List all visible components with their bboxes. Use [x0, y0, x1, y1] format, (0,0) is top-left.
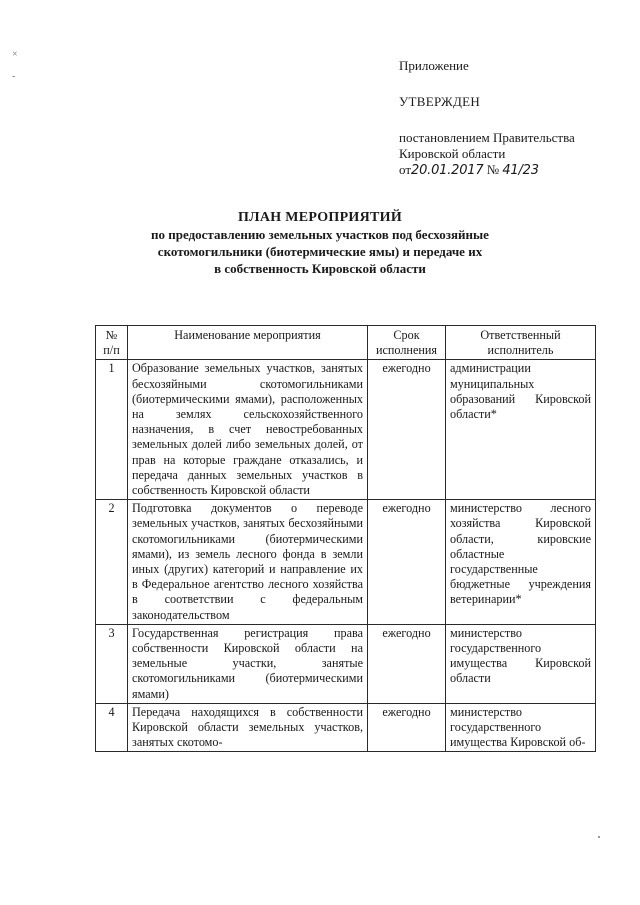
approval-block [399, 58, 629, 179]
table-row [96, 500, 596, 625]
decree-number: 41/23 [502, 163, 539, 178]
row-num: 3 [96, 624, 128, 703]
row-term: ежегодно [368, 624, 446, 703]
row-num: 1 [96, 360, 128, 500]
row-resp: министерство государственного имущества Кировской об- [446, 703, 596, 752]
row-resp: администрации муниципальных образований Кировской области* [446, 360, 596, 500]
decree-region-line: Кировской области [399, 146, 506, 161]
row-term: ежегодно [368, 500, 446, 625]
table-row [96, 624, 596, 703]
table-header-row [96, 326, 596, 360]
row-num: 2 [96, 500, 128, 625]
title-line: в собственность Кировской области [214, 261, 426, 276]
document-title [120, 209, 520, 277]
approved-label: УТВЕРЖДЕН [399, 94, 481, 109]
number-prefix: № [486, 162, 500, 177]
plan-table [95, 325, 596, 752]
date-prefix: от [399, 162, 412, 177]
title-line: скотомогильники (биотермические ямы) и передаче их [157, 244, 483, 259]
table-row [96, 703, 596, 752]
header-term: Срок исполнения [368, 326, 446, 360]
decree-date-line [399, 162, 629, 179]
decree-date: 20.01.2017 [411, 163, 484, 178]
title-line: по предоставлению земельных участков под бесхозяйные [151, 227, 489, 242]
header-num: № п/п [96, 326, 128, 360]
row-name: Подготовка документов о переводе земельных участков, занятых бесхозяйными скотомогильниками (биотермическими ямами), из земель лесного фонда в земли иных (других) категорий и направление их в Федеральное агентство лесного хозяйства в соответствии с федеральным законодательством [128, 500, 368, 625]
scan-speck [598, 836, 600, 838]
decree-line: постановлением Правительства [399, 130, 575, 145]
row-num: 4 [96, 703, 128, 752]
row-name: Образование земельных участков, занятых бесхозяйными скотомогильниками (биотермическими ямами), расположенных на землях сельскохозяйственного назначения, в счет невостребованных земельных долей либо земельных долей, от прав на которые граждане отказались, и передача данных земельных участков в собственность Кировской области [128, 360, 368, 500]
annex-label: Приложение [399, 58, 469, 73]
row-name: Государственная регистрация права собственности Кировской области на земельные участки, занятые скотомогильниками (биотермическими ямами) [128, 624, 368, 703]
row-resp: министерство лесного хозяйства Кировской области, кировские областные государственные бюджетные учреждения ветеринарии* [446, 500, 596, 625]
header-resp: Ответственный исполнитель [446, 326, 596, 360]
table-row [96, 360, 596, 500]
title-heading: ПЛАН МЕРОПРИЯТИЙ [237, 210, 403, 225]
header-name: Наименование мероприятия [128, 326, 368, 360]
row-name: Передача находящихся в собственности Кировской области земельных участков, занятых скотомо- [128, 703, 368, 752]
row-resp: министерство государственного имущества Кировской области [446, 624, 596, 703]
scan-mark: × [12, 49, 18, 60]
row-term: ежегодно [368, 703, 446, 752]
row-term: ежегодно [368, 360, 446, 500]
scan-mark: - [12, 71, 16, 82]
